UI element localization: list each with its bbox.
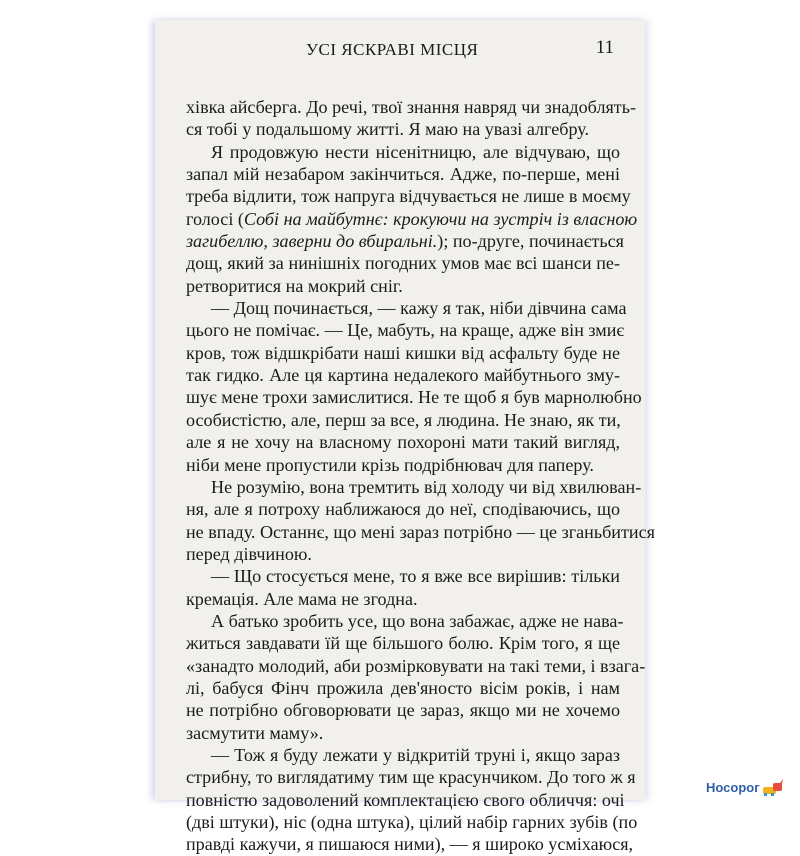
italic-text: загибеллю, заверни до вбиральні.	[186, 231, 438, 252]
text-line-content: А батько зробить усе, що вона забажає, адже не нава-	[211, 610, 624, 631]
book-page	[155, 20, 655, 855]
text-line	[186, 96, 636, 118]
text-line-content: лі, бабуся Фінч прожила дев'яносто вісім років, і нам	[186, 677, 620, 698]
text-line	[186, 610, 624, 632]
text-line	[186, 655, 646, 677]
text-line	[186, 163, 620, 185]
text-line-content: але я не хочу на власному похороні мати такий вигляд,	[186, 432, 620, 453]
rhino-logo-icon	[762, 778, 784, 796]
text-line-content: правді кажучи, я пишаюся ними), — я широко усміхаюся,	[186, 834, 634, 855]
text-line-content: не потрібно обговорювати це зараз, якщо ми не хочемо	[186, 700, 620, 721]
text-line	[186, 364, 620, 386]
text-line-content: засмутити маму».	[186, 722, 324, 743]
text-line-content: так гидко. Але ця картина недалекого майбутнього зму-	[186, 365, 620, 386]
text-line-content: житься завдавати їй ще більшого болю. Крім того, я ще	[186, 633, 620, 654]
running-title: УСІ ЯСКРАВІ МІСЦЯ	[306, 40, 479, 59]
text-line-content: ); по-друге, починається	[437, 231, 624, 252]
text-line	[186, 230, 624, 252]
text-line-content: кров, тож відшкрібати наші кишки від асфальту буде не	[186, 342, 620, 363]
text-line-content: (дві штуки), ніс (одна штука), цілий набір гарних зубів (по	[186, 812, 638, 832]
page-number: 11	[595, 37, 614, 58]
text-line	[186, 722, 620, 744]
text-line-content: треба відлити, тож напруга відчувається не лише в моєму	[186, 186, 631, 207]
text-line-content: ня, але я потроху наближаюся до неї, сподіваючись, що	[186, 499, 620, 520]
text-line	[186, 386, 642, 408]
text-line-content: — Дощ починається, — кажу я так, ніби дівчина сама	[211, 298, 627, 319]
text-line	[186, 498, 620, 520]
text-line	[186, 118, 620, 140]
text-line-content: запал мій незабаром закінчиться. Адже, по-перше, мені	[186, 164, 620, 185]
text-line-content: — Що стосується мене, то я вже все вирішив: тільки	[211, 566, 620, 587]
text-line-content: перед дівчиною.	[186, 543, 312, 564]
text-line	[186, 275, 620, 297]
text-line-content: цього не помічає. — Це, мабуть, на краще, адже він змиє	[186, 320, 625, 341]
page-header	[186, 37, 620, 72]
text-line	[186, 677, 620, 699]
text-line	[186, 833, 634, 855]
text-line	[186, 699, 620, 721]
text-line	[186, 632, 620, 654]
text-line	[186, 789, 625, 811]
text-line	[186, 565, 620, 587]
text-line-content: — Тож я буду лежати у відкритій труні і, якщо зараз	[211, 744, 620, 765]
text-line-content: ся тобі у подальшому житті. Я маю на увазі алгебру.	[186, 119, 590, 140]
text-line-content: стрибну, то виглядатиму тим ще красунчиком. До того ж я	[186, 767, 636, 788]
italic-text: Собі на майбутнє: крокуючи на зустріч із власною	[243, 208, 638, 229]
text-line	[186, 185, 631, 207]
text-line	[186, 252, 620, 274]
watermark-text: Носорог	[706, 779, 760, 795]
text-line	[186, 431, 620, 453]
text-line	[186, 521, 655, 543]
text-line-content: дощ, який за нинішніх погодних умов має всі шанси пе-	[186, 253, 620, 274]
text-line-content: особистістю, але, перш за все, я людина. Не знаю, як ти,	[186, 409, 621, 430]
text-line-content: Не розумію, вона тремтить від холоду чи від хвилюван-	[211, 476, 642, 497]
text-line	[186, 454, 620, 476]
text-line-content: хівка айсберга. До речі, твої знання навряд чи знадоблять-	[186, 97, 636, 117]
text-line-content: шує мене трохи замислитися. Не те щоб я був марнолюбно	[186, 387, 642, 408]
text-line-content: ніби мене пропустили крізь подрібнювач для паперу.	[186, 454, 594, 475]
text-line-content: повністю задоволений комплектацією свого обличчя: очі	[186, 789, 625, 810]
text-line	[186, 342, 620, 364]
text-line	[186, 141, 620, 163]
text-line	[186, 297, 627, 319]
text-line	[186, 588, 620, 610]
text-line	[186, 476, 642, 498]
text-line-content: кремація. Але мама не згодна.	[186, 588, 418, 609]
body-text	[186, 96, 655, 856]
text-line	[186, 744, 620, 766]
text-line	[186, 409, 620, 431]
text-line	[186, 543, 620, 565]
text-line-content: «занадто молодий, аби розмірковувати на такі теми, і взага-	[186, 655, 646, 676]
text-line-content: не впаду. Останнє, що мені зараз потрібно — це зганьбитися	[186, 521, 655, 542]
text-line	[186, 766, 636, 788]
text-line-content: Я продовжую нести нісенітницю, але відчуваю, що	[211, 141, 620, 162]
watermark	[706, 777, 784, 797]
text-line	[186, 811, 638, 833]
text-line-content: голосі (	[186, 208, 244, 229]
text-line-content: ретворитися на мокрий сніг.	[186, 275, 403, 296]
text-line	[186, 319, 625, 341]
text-line	[186, 208, 638, 230]
